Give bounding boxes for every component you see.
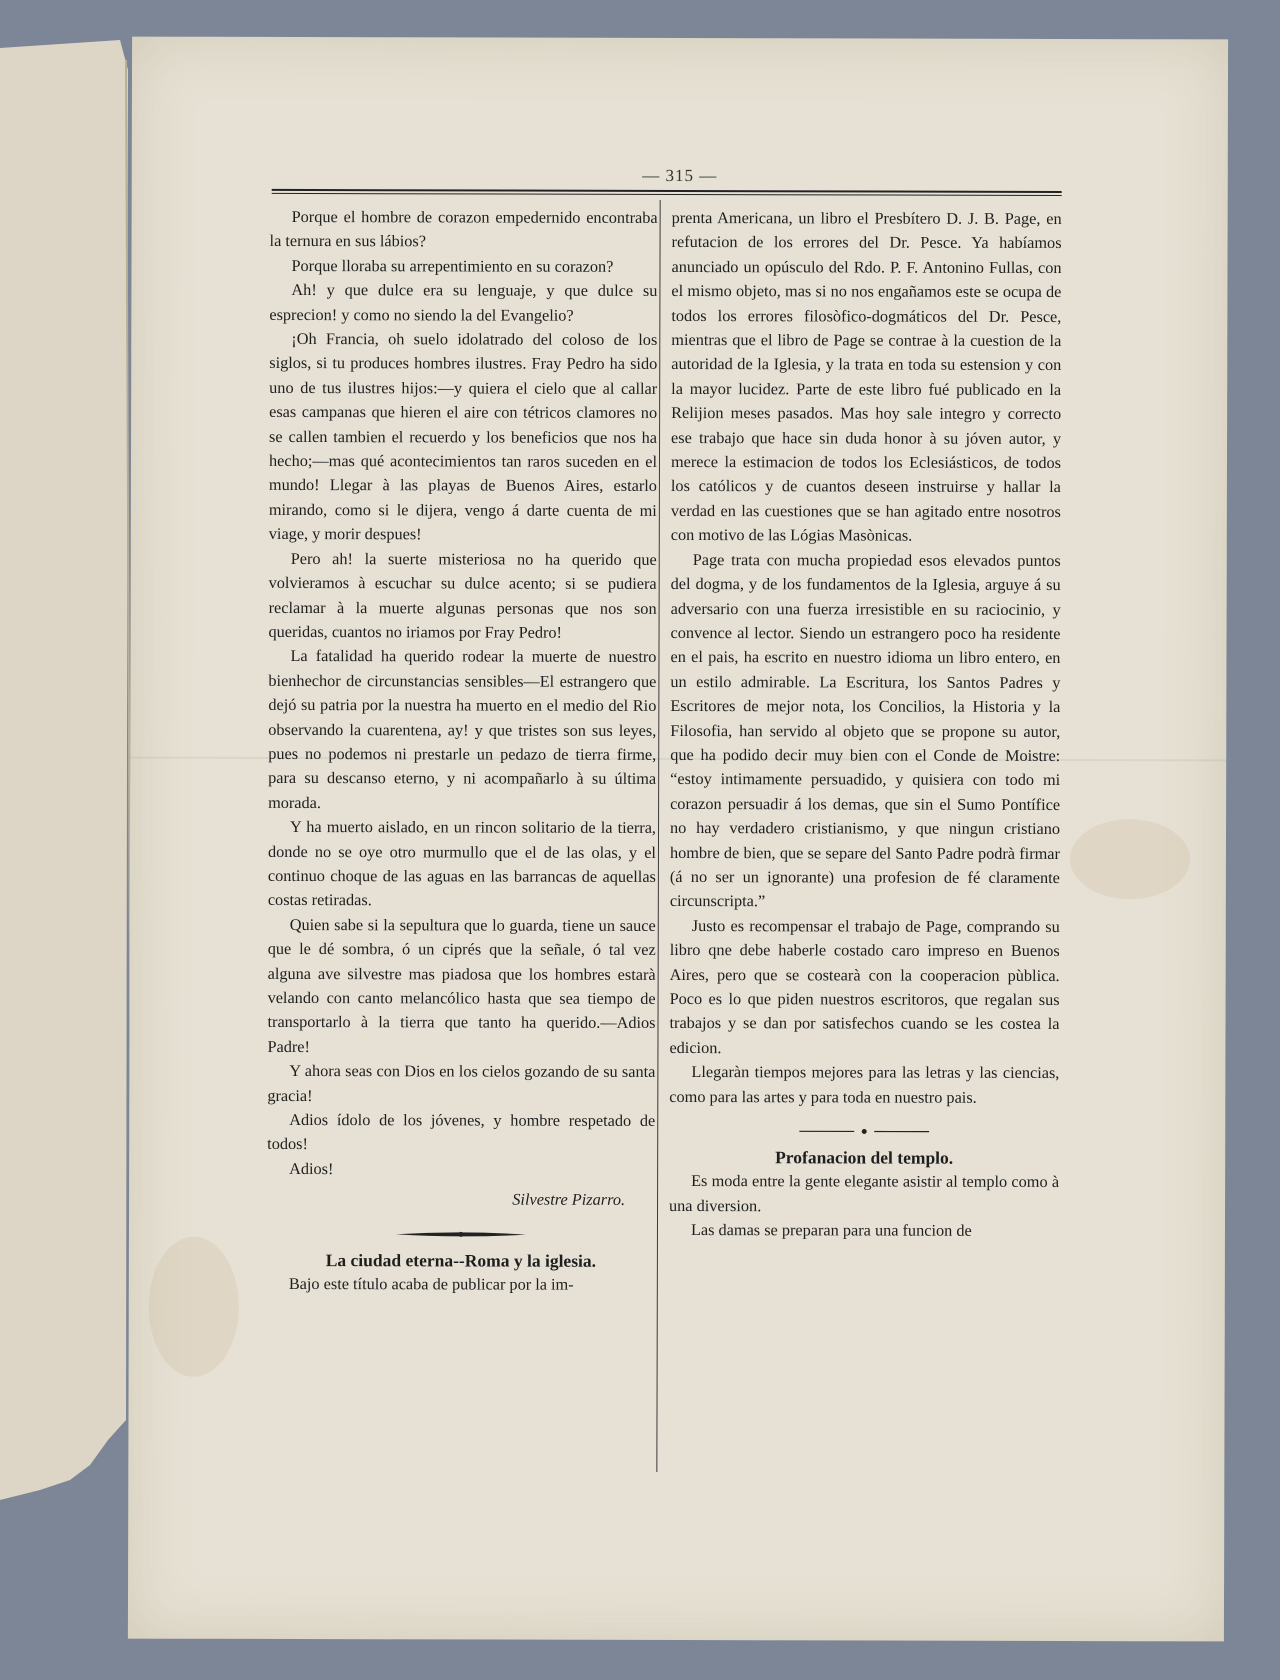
right-column (669, 206, 1062, 1244)
paragraph: Las damas se preparan para una funcion de (690, 1220, 972, 1241)
paragraph: Pero ah! la suerte misteriosa no ha querido que volvieramos à escuchar su dulce acento; si se pudiera reclamar à la muerte algunas personas que nos son queridas, cuantos no iriamos por Fray Pedro! (268, 548, 657, 642)
paragraph: Y ha muerto aislado, en un rincon solitario de la tierra, donde no se oye otro murmullo que el de las olas, y el continuo choque de las aguas en las barrancas de aquellas costas retiradas. (267, 817, 657, 910)
left-column (267, 205, 658, 1297)
paragraph: Quien sabe si la sepultura que lo guarda, tiene un sauce que le dé sombra, ó un ciprés que la señale, ó tal vez alguna ave silvestre mas piadosa que los hombres estarà velando con canto melancólico hasta que sea tiempo de transportarlo à la tierra que tanto ha querido.—Adios Padre! (267, 914, 656, 1056)
ornament-divider (267, 1230, 655, 1239)
paragraph: Page trata con mucha propiedad esos elevados puntos del dogma, y de los fundamentos de la Iglesia, arguye á su adversario con una fuerza irresistible en su raciocinio, y convence al lector. Siendo un estrangero poco ha residente en el pais, ha escrito en nuestro idioma un libro entero, en un estilo admirable. La Escritura, los Santos Padres y Escritores de mejor nota, los Concilios, la Historia y la Filosofia, han servido al objeto que se propone su autor, que ha podido decir muy bien con el Conde de Moistre: “estoy intimamente persuadido, y quisiera con todo mi corazon persuadir á los demas, que sin el Sumo Pontífice no hay verdadero cristianismo, y que ningun cristiano hombre de bien, que se separe del Santo Padre podrà firmar (á no ser un ignorante) una profesion de fé claramente circunscripta.” (669, 549, 1061, 911)
author-signature: Silvestre Pizarro. (512, 1189, 626, 1210)
paragraph: Ah! y que dulce era su lenguaje, y que dulce su esprecion! y como no siendo la del Evangelio? (269, 280, 658, 325)
paragraph: Porque lloraba su arrepentimiento en su corazon? (291, 255, 614, 276)
paragraph: Es moda entre la gente elegante asistir al templo como à una diversion. (669, 1171, 1060, 1216)
paragraph: Adios! (289, 1158, 334, 1178)
paragraph: Justo es recompensar el trabajo de Page, comprando su libro qne debe haberle costado caro impreso en Buenos Aires, pero que se costearà con la cooperacion pùblica. Poco es lo que piden nuestros escritoros, que regalan sus trabajos y se dan por satisfechos cuando se les costea la edicion. (669, 915, 1060, 1057)
age-stain (1070, 819, 1190, 899)
paragraph: ¡Oh Francia, oh suelo idolatrado del coloso de los siglos, si tu produces hombres ilustres. Fray Pedro ha sido uno de tus ilustres hijos:—y quiera el cielo que al callar esas campanas que hieren el aire con tétricos clamores no se callen tambien el recuerdo y los beneficios que nos ha hecho;—mas qué acontecimientos tan raros suceden en el mundo! Llegar à las playas de Buenos Aires, estarlo mirando, como si le dijera, vengo á darte cuenta de mi viage, y morir despues! (268, 329, 658, 544)
paragraph: Porque el hombre de corazon empedernido encontraba la ternura en sus lábios? (269, 206, 658, 251)
paragraph: prenta Americana, un libro el Presbítero D. J. B. Page, en refutacion de los errores del Dr. Pesce. Ya habíamos anunciado un opúsculo del Rdo. P. F. Antonino Fullas, con el mismo objeto, mas si no nos engañamos este se ocupa de todos los errores filosòfico-dogmáticos del Dr. Pesce, mientras que el libro de Page se contrae à la cuestion de la autoridad de la Iglesia, y la trata en toda su estension y con la mayor lucidez. Parte de este libro fué publicado en la Relijion meses pasados. Mas hoy sale integro y correcto ese trabajo que hace sin duda honor à su jóven autor, y merece la estimacion de todos los Eclesiásticos, de todos los católicos y de cuantos deseen instruirse y hallar la verdad en las cuestiones que se han agitado entre nosotros con motivo de las Lógias Masònicas. (670, 207, 1062, 545)
age-stain (149, 1237, 239, 1377)
ornament-divider (669, 1127, 1059, 1136)
paragraph: La fatalidad ha querido rodear la muerte de nuestro bienhechor de circunstancias sensibles—El estrangero que dejó su patria por la nuestra ha muerto en el medio del Rio observando la cuarentena, ay! y que tristes son sus leyes, pues no podemos ni prestarle un pedazo de tierra firme, para su descanso eterno, y ni acompañarlo à su última morada. (268, 646, 657, 812)
paragraph: Bajo este título acaba de publicar por la im- (288, 1274, 574, 1294)
paragraph: Llegaràn tiempos mejores para las letras y las ciencias, como para las artes y para toda en nuestro pais. (669, 1062, 1060, 1107)
section-heading: Profanacion del templo. (775, 1147, 954, 1168)
section-heading: La ciudad eterna--Roma y la iglesia. (325, 1249, 597, 1271)
page-number: — 315 — (642, 165, 718, 186)
header-rule (272, 189, 1062, 196)
newspaper-page (128, 37, 1228, 1642)
paragraph: Adios ídolo de los jóvenes, y hombre respetado de todos! (267, 1110, 656, 1154)
paragraph: Y ahora seas con Dios en los cielos gozando de su santa gracia! (267, 1061, 656, 1105)
